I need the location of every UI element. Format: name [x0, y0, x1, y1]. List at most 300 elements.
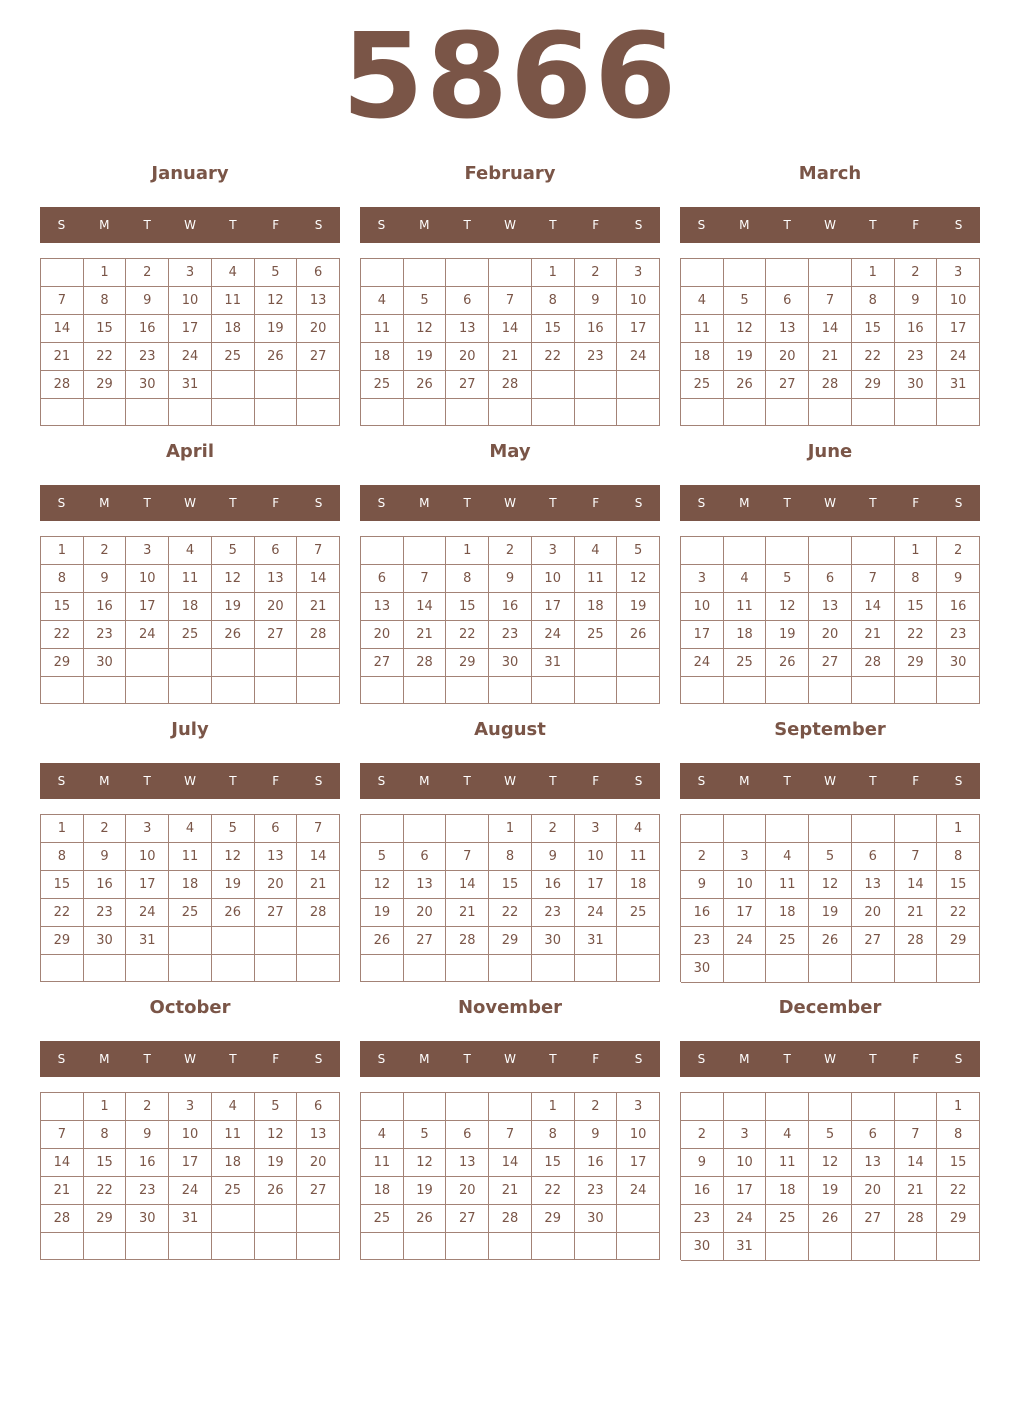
weekday-label: T — [229, 496, 237, 510]
month-name: December — [778, 997, 882, 1018]
day-cell — [255, 677, 298, 704]
day-cell — [575, 649, 618, 677]
day-cell: 24 — [617, 1177, 660, 1205]
day-cell: 4 — [212, 1093, 255, 1121]
day-cell — [446, 399, 489, 426]
day-cell: 7 — [297, 537, 340, 565]
weekday-label: S — [57, 496, 66, 510]
day-cell — [255, 1233, 298, 1260]
day-cell: 27 — [766, 371, 809, 399]
weekday-label: W — [824, 218, 836, 232]
weekday-label: S — [57, 1052, 66, 1066]
day-cell: 1 — [532, 1093, 575, 1121]
weekday-label: T — [549, 1052, 557, 1066]
day-cell — [575, 1233, 618, 1260]
day-cell — [766, 259, 809, 287]
day-cell: 6 — [809, 565, 852, 593]
day-cell: 8 — [84, 287, 127, 315]
day-cell: 17 — [617, 315, 660, 343]
day-cell — [895, 1093, 938, 1121]
day-cell: 14 — [297, 843, 340, 871]
day-cell — [724, 259, 767, 287]
day-cell: 9 — [489, 565, 532, 593]
day-cell — [255, 927, 298, 955]
day-cell: 26 — [809, 927, 852, 955]
weekday-label: S — [954, 1052, 963, 1066]
day-cell — [809, 815, 852, 843]
day-cell: 13 — [852, 1149, 895, 1177]
day-cell — [169, 399, 212, 426]
weekday-label: T — [463, 1052, 471, 1066]
month-name: October — [149, 997, 231, 1018]
weekday-label: M — [99, 218, 110, 232]
day-cell — [617, 927, 660, 955]
month-name: February — [464, 163, 556, 184]
day-cell: 17 — [617, 1149, 660, 1177]
day-cell: 28 — [809, 371, 852, 399]
day-cell: 5 — [809, 843, 852, 871]
day-grid — [40, 1092, 340, 1260]
day-cell: 30 — [895, 371, 938, 399]
day-cell: 8 — [41, 843, 84, 871]
day-cell: 25 — [724, 649, 767, 677]
day-cell: 25 — [681, 371, 724, 399]
day-cell: 23 — [681, 927, 724, 955]
day-cell: 13 — [404, 871, 447, 899]
day-cell: 27 — [255, 621, 298, 649]
day-cell: 5 — [404, 287, 447, 315]
day-cell: 4 — [169, 815, 212, 843]
day-cell: 28 — [41, 371, 84, 399]
weekday-label: S — [634, 218, 643, 232]
day-cell: 1 — [446, 537, 489, 565]
day-cell: 25 — [766, 927, 809, 955]
day-cell — [169, 649, 212, 677]
day-cell: 31 — [532, 649, 575, 677]
day-cell: 13 — [446, 1149, 489, 1177]
day-cell — [724, 399, 767, 426]
day-cell: 21 — [41, 1177, 84, 1205]
day-cell: 13 — [297, 1121, 340, 1149]
day-cell — [766, 399, 809, 426]
day-cell — [617, 371, 660, 399]
day-cell — [361, 259, 404, 287]
day-cell: 20 — [361, 621, 404, 649]
day-cell: 1 — [532, 259, 575, 287]
day-cell: 1 — [489, 815, 532, 843]
day-cell: 23 — [489, 621, 532, 649]
day-cell: 26 — [617, 621, 660, 649]
day-cell: 9 — [681, 1149, 724, 1177]
day-grid — [680, 536, 980, 704]
day-cell: 29 — [84, 371, 127, 399]
day-cell: 14 — [852, 593, 895, 621]
day-cell — [681, 815, 724, 843]
day-cell: 22 — [84, 1177, 127, 1205]
day-cell: 5 — [255, 259, 298, 287]
day-cell: 12 — [404, 315, 447, 343]
weekday-label: S — [314, 774, 323, 788]
day-cell — [724, 677, 767, 704]
day-cell — [255, 649, 298, 677]
weekday-label: M — [99, 774, 110, 788]
day-cell: 11 — [575, 565, 618, 593]
weekday-label: S — [954, 496, 963, 510]
day-cell: 22 — [84, 343, 127, 371]
day-cell: 14 — [446, 871, 489, 899]
month-name: March — [798, 163, 862, 184]
day-cell — [489, 1093, 532, 1121]
day-cell: 1 — [852, 259, 895, 287]
weekday-label: T — [869, 496, 877, 510]
weekday-label: T — [869, 218, 877, 232]
day-cell: 21 — [489, 343, 532, 371]
day-cell: 24 — [126, 621, 169, 649]
day-cell: 26 — [809, 1205, 852, 1233]
day-cell: 18 — [169, 871, 212, 899]
day-cell — [404, 259, 447, 287]
day-cell — [937, 1233, 980, 1261]
day-cell — [169, 1233, 212, 1260]
weekday-label: M — [739, 496, 750, 510]
day-cell: 5 — [212, 537, 255, 565]
day-cell: 8 — [852, 287, 895, 315]
day-cell: 29 — [489, 927, 532, 955]
day-cell — [404, 537, 447, 565]
day-cell: 9 — [681, 871, 724, 899]
day-cell: 31 — [169, 1205, 212, 1233]
weekday-label: S — [954, 218, 963, 232]
weekday-label: M — [99, 496, 110, 510]
day-cell — [404, 1093, 447, 1121]
weekday-header — [40, 485, 340, 521]
day-cell: 23 — [937, 621, 980, 649]
day-cell: 23 — [126, 1177, 169, 1205]
day-cell — [852, 815, 895, 843]
day-cell — [532, 955, 575, 982]
day-grid — [680, 814, 980, 982]
day-cell — [41, 1093, 84, 1121]
day-cell: 15 — [937, 871, 980, 899]
day-cell: 7 — [41, 1121, 84, 1149]
day-cell: 12 — [724, 315, 767, 343]
weekday-label: F — [272, 496, 280, 510]
day-cell: 10 — [575, 843, 618, 871]
day-cell: 15 — [532, 1149, 575, 1177]
weekday-label: M — [419, 218, 430, 232]
day-cell: 14 — [489, 315, 532, 343]
day-cell: 18 — [169, 593, 212, 621]
weekday-label: M — [419, 774, 430, 788]
day-cell: 24 — [937, 343, 980, 371]
weekday-header — [40, 1041, 340, 1077]
day-cell — [84, 399, 127, 426]
day-cell: 11 — [766, 871, 809, 899]
day-cell: 8 — [937, 843, 980, 871]
weekday-label: W — [184, 1052, 196, 1066]
day-cell — [212, 399, 255, 426]
weekday-label: T — [463, 774, 471, 788]
day-cell: 20 — [852, 899, 895, 927]
day-cell — [724, 1093, 767, 1121]
weekday-label: T — [143, 496, 151, 510]
day-cell: 29 — [532, 1205, 575, 1233]
day-cell — [212, 955, 255, 982]
day-cell: 27 — [852, 927, 895, 955]
weekday-label: T — [463, 496, 471, 510]
day-cell: 9 — [937, 565, 980, 593]
day-cell: 11 — [724, 593, 767, 621]
day-cell — [212, 371, 255, 399]
weekday-label: W — [504, 1052, 516, 1066]
day-cell: 24 — [681, 649, 724, 677]
day-cell: 20 — [297, 1149, 340, 1177]
day-cell: 6 — [852, 843, 895, 871]
day-cell — [766, 537, 809, 565]
weekday-header — [360, 763, 660, 799]
day-cell: 7 — [489, 1121, 532, 1149]
weekday-label: W — [504, 496, 516, 510]
weekday-label: F — [912, 218, 920, 232]
weekday-label: F — [912, 496, 920, 510]
day-cell: 4 — [766, 1121, 809, 1149]
day-cell: 29 — [446, 649, 489, 677]
day-cell: 16 — [681, 1177, 724, 1205]
day-cell: 29 — [41, 649, 84, 677]
day-cell: 9 — [84, 843, 127, 871]
day-cell: 24 — [575, 899, 618, 927]
day-cell — [126, 677, 169, 704]
day-grid — [40, 536, 340, 704]
day-cell: 9 — [895, 287, 938, 315]
day-cell — [895, 677, 938, 704]
day-cell: 10 — [169, 287, 212, 315]
day-cell — [766, 955, 809, 983]
day-cell: 16 — [489, 593, 532, 621]
day-cell: 2 — [489, 537, 532, 565]
day-cell: 21 — [809, 343, 852, 371]
day-cell: 30 — [681, 1233, 724, 1261]
day-cell: 4 — [361, 1121, 404, 1149]
day-cell — [446, 259, 489, 287]
day-cell — [297, 955, 340, 982]
day-cell: 1 — [84, 1093, 127, 1121]
weekday-label: T — [463, 218, 471, 232]
day-cell: 10 — [617, 1121, 660, 1149]
day-cell — [681, 537, 724, 565]
day-cell: 17 — [169, 315, 212, 343]
day-cell: 4 — [681, 287, 724, 315]
day-cell — [41, 259, 84, 287]
day-cell: 20 — [446, 1177, 489, 1205]
day-cell — [297, 677, 340, 704]
day-cell — [169, 927, 212, 955]
day-cell: 8 — [446, 565, 489, 593]
day-cell: 24 — [126, 899, 169, 927]
day-cell: 18 — [766, 899, 809, 927]
day-cell: 11 — [361, 315, 404, 343]
day-cell: 6 — [361, 565, 404, 593]
day-cell: 25 — [212, 1177, 255, 1205]
weekday-label: S — [697, 218, 706, 232]
day-cell: 20 — [404, 899, 447, 927]
weekday-label: F — [592, 774, 600, 788]
day-cell: 13 — [255, 565, 298, 593]
day-cell — [809, 399, 852, 426]
day-cell: 25 — [169, 899, 212, 927]
day-cell: 10 — [937, 287, 980, 315]
day-cell: 23 — [575, 343, 618, 371]
day-cell — [126, 955, 169, 982]
day-cell: 19 — [404, 1177, 447, 1205]
day-cell: 21 — [41, 343, 84, 371]
day-cell — [681, 399, 724, 426]
day-cell: 26 — [212, 621, 255, 649]
day-cell: 19 — [404, 343, 447, 371]
day-cell: 25 — [212, 343, 255, 371]
day-cell: 11 — [169, 843, 212, 871]
day-cell: 29 — [852, 371, 895, 399]
day-cell: 20 — [255, 593, 298, 621]
day-cell — [766, 677, 809, 704]
weekday-label: F — [272, 218, 280, 232]
day-cell — [361, 815, 404, 843]
day-cell — [404, 677, 447, 704]
day-cell: 21 — [852, 621, 895, 649]
weekday-label: F — [912, 774, 920, 788]
weekday-label: F — [272, 1052, 280, 1066]
weekday-label: W — [824, 1052, 836, 1066]
day-cell: 7 — [404, 565, 447, 593]
day-cell: 14 — [41, 315, 84, 343]
day-cell — [852, 537, 895, 565]
weekday-label: S — [954, 774, 963, 788]
weekday-label: T — [549, 218, 557, 232]
weekday-header — [680, 763, 980, 799]
day-cell: 14 — [297, 565, 340, 593]
day-cell: 26 — [404, 1205, 447, 1233]
day-cell: 18 — [361, 343, 404, 371]
day-cell: 22 — [937, 1177, 980, 1205]
day-cell: 28 — [41, 1205, 84, 1233]
day-cell: 20 — [255, 871, 298, 899]
day-cell: 30 — [532, 927, 575, 955]
day-cell — [617, 1233, 660, 1260]
day-cell: 19 — [617, 593, 660, 621]
day-cell: 28 — [895, 1205, 938, 1233]
day-cell: 7 — [895, 843, 938, 871]
day-cell — [809, 1093, 852, 1121]
day-cell: 31 — [126, 927, 169, 955]
day-cell: 17 — [937, 315, 980, 343]
day-cell: 23 — [126, 343, 169, 371]
day-cell: 26 — [766, 649, 809, 677]
day-cell: 7 — [809, 287, 852, 315]
day-cell: 22 — [532, 343, 575, 371]
day-cell — [41, 399, 84, 426]
day-cell — [895, 1233, 938, 1261]
day-cell: 24 — [617, 343, 660, 371]
day-cell — [895, 815, 938, 843]
weekday-label: T — [869, 774, 877, 788]
day-cell: 24 — [724, 1205, 767, 1233]
day-cell: 14 — [404, 593, 447, 621]
day-cell: 24 — [169, 343, 212, 371]
day-cell: 6 — [446, 1121, 489, 1149]
day-cell: 21 — [404, 621, 447, 649]
day-cell: 9 — [84, 565, 127, 593]
day-cell: 31 — [937, 371, 980, 399]
day-cell: 6 — [255, 537, 298, 565]
weekday-label: S — [377, 218, 386, 232]
day-cell: 11 — [361, 1149, 404, 1177]
day-cell — [852, 1233, 895, 1261]
weekday-header — [360, 1041, 660, 1077]
day-cell: 3 — [126, 537, 169, 565]
weekday-header — [40, 763, 340, 799]
day-cell: 2 — [681, 1121, 724, 1149]
day-cell: 16 — [575, 315, 618, 343]
day-cell — [809, 1233, 852, 1261]
day-cell: 15 — [41, 871, 84, 899]
day-cell — [809, 677, 852, 704]
day-cell: 27 — [446, 1205, 489, 1233]
weekday-label: T — [549, 774, 557, 788]
day-cell: 13 — [361, 593, 404, 621]
day-grid — [360, 536, 660, 704]
day-cell: 8 — [84, 1121, 127, 1149]
day-cell — [489, 955, 532, 982]
weekday-label: F — [912, 1052, 920, 1066]
day-cell: 11 — [766, 1149, 809, 1177]
day-cell: 22 — [937, 899, 980, 927]
day-cell: 5 — [404, 1121, 447, 1149]
day-cell: 12 — [766, 593, 809, 621]
day-cell — [937, 955, 980, 983]
day-cell: 10 — [126, 843, 169, 871]
day-cell — [84, 1233, 127, 1260]
day-cell — [361, 1093, 404, 1121]
day-cell: 3 — [575, 815, 618, 843]
day-cell: 1 — [41, 815, 84, 843]
day-cell: 5 — [255, 1093, 298, 1121]
weekday-label: W — [504, 774, 516, 788]
day-cell: 12 — [212, 843, 255, 871]
day-cell — [404, 399, 447, 426]
day-cell: 20 — [809, 621, 852, 649]
day-cell — [681, 1093, 724, 1121]
day-cell — [766, 1093, 809, 1121]
day-cell: 26 — [361, 927, 404, 955]
day-cell: 23 — [532, 899, 575, 927]
day-cell: 17 — [169, 1149, 212, 1177]
day-cell — [852, 955, 895, 983]
month-name: August — [474, 719, 546, 740]
day-cell — [41, 1233, 84, 1260]
day-cell — [446, 955, 489, 982]
weekday-label: S — [314, 1052, 323, 1066]
day-cell: 28 — [297, 621, 340, 649]
day-cell — [84, 677, 127, 704]
day-cell: 6 — [297, 259, 340, 287]
day-cell — [937, 399, 980, 426]
day-cell — [212, 649, 255, 677]
day-cell: 3 — [617, 1093, 660, 1121]
day-cell: 5 — [212, 815, 255, 843]
weekday-label: F — [592, 1052, 600, 1066]
day-cell — [297, 371, 340, 399]
day-cell: 29 — [937, 927, 980, 955]
